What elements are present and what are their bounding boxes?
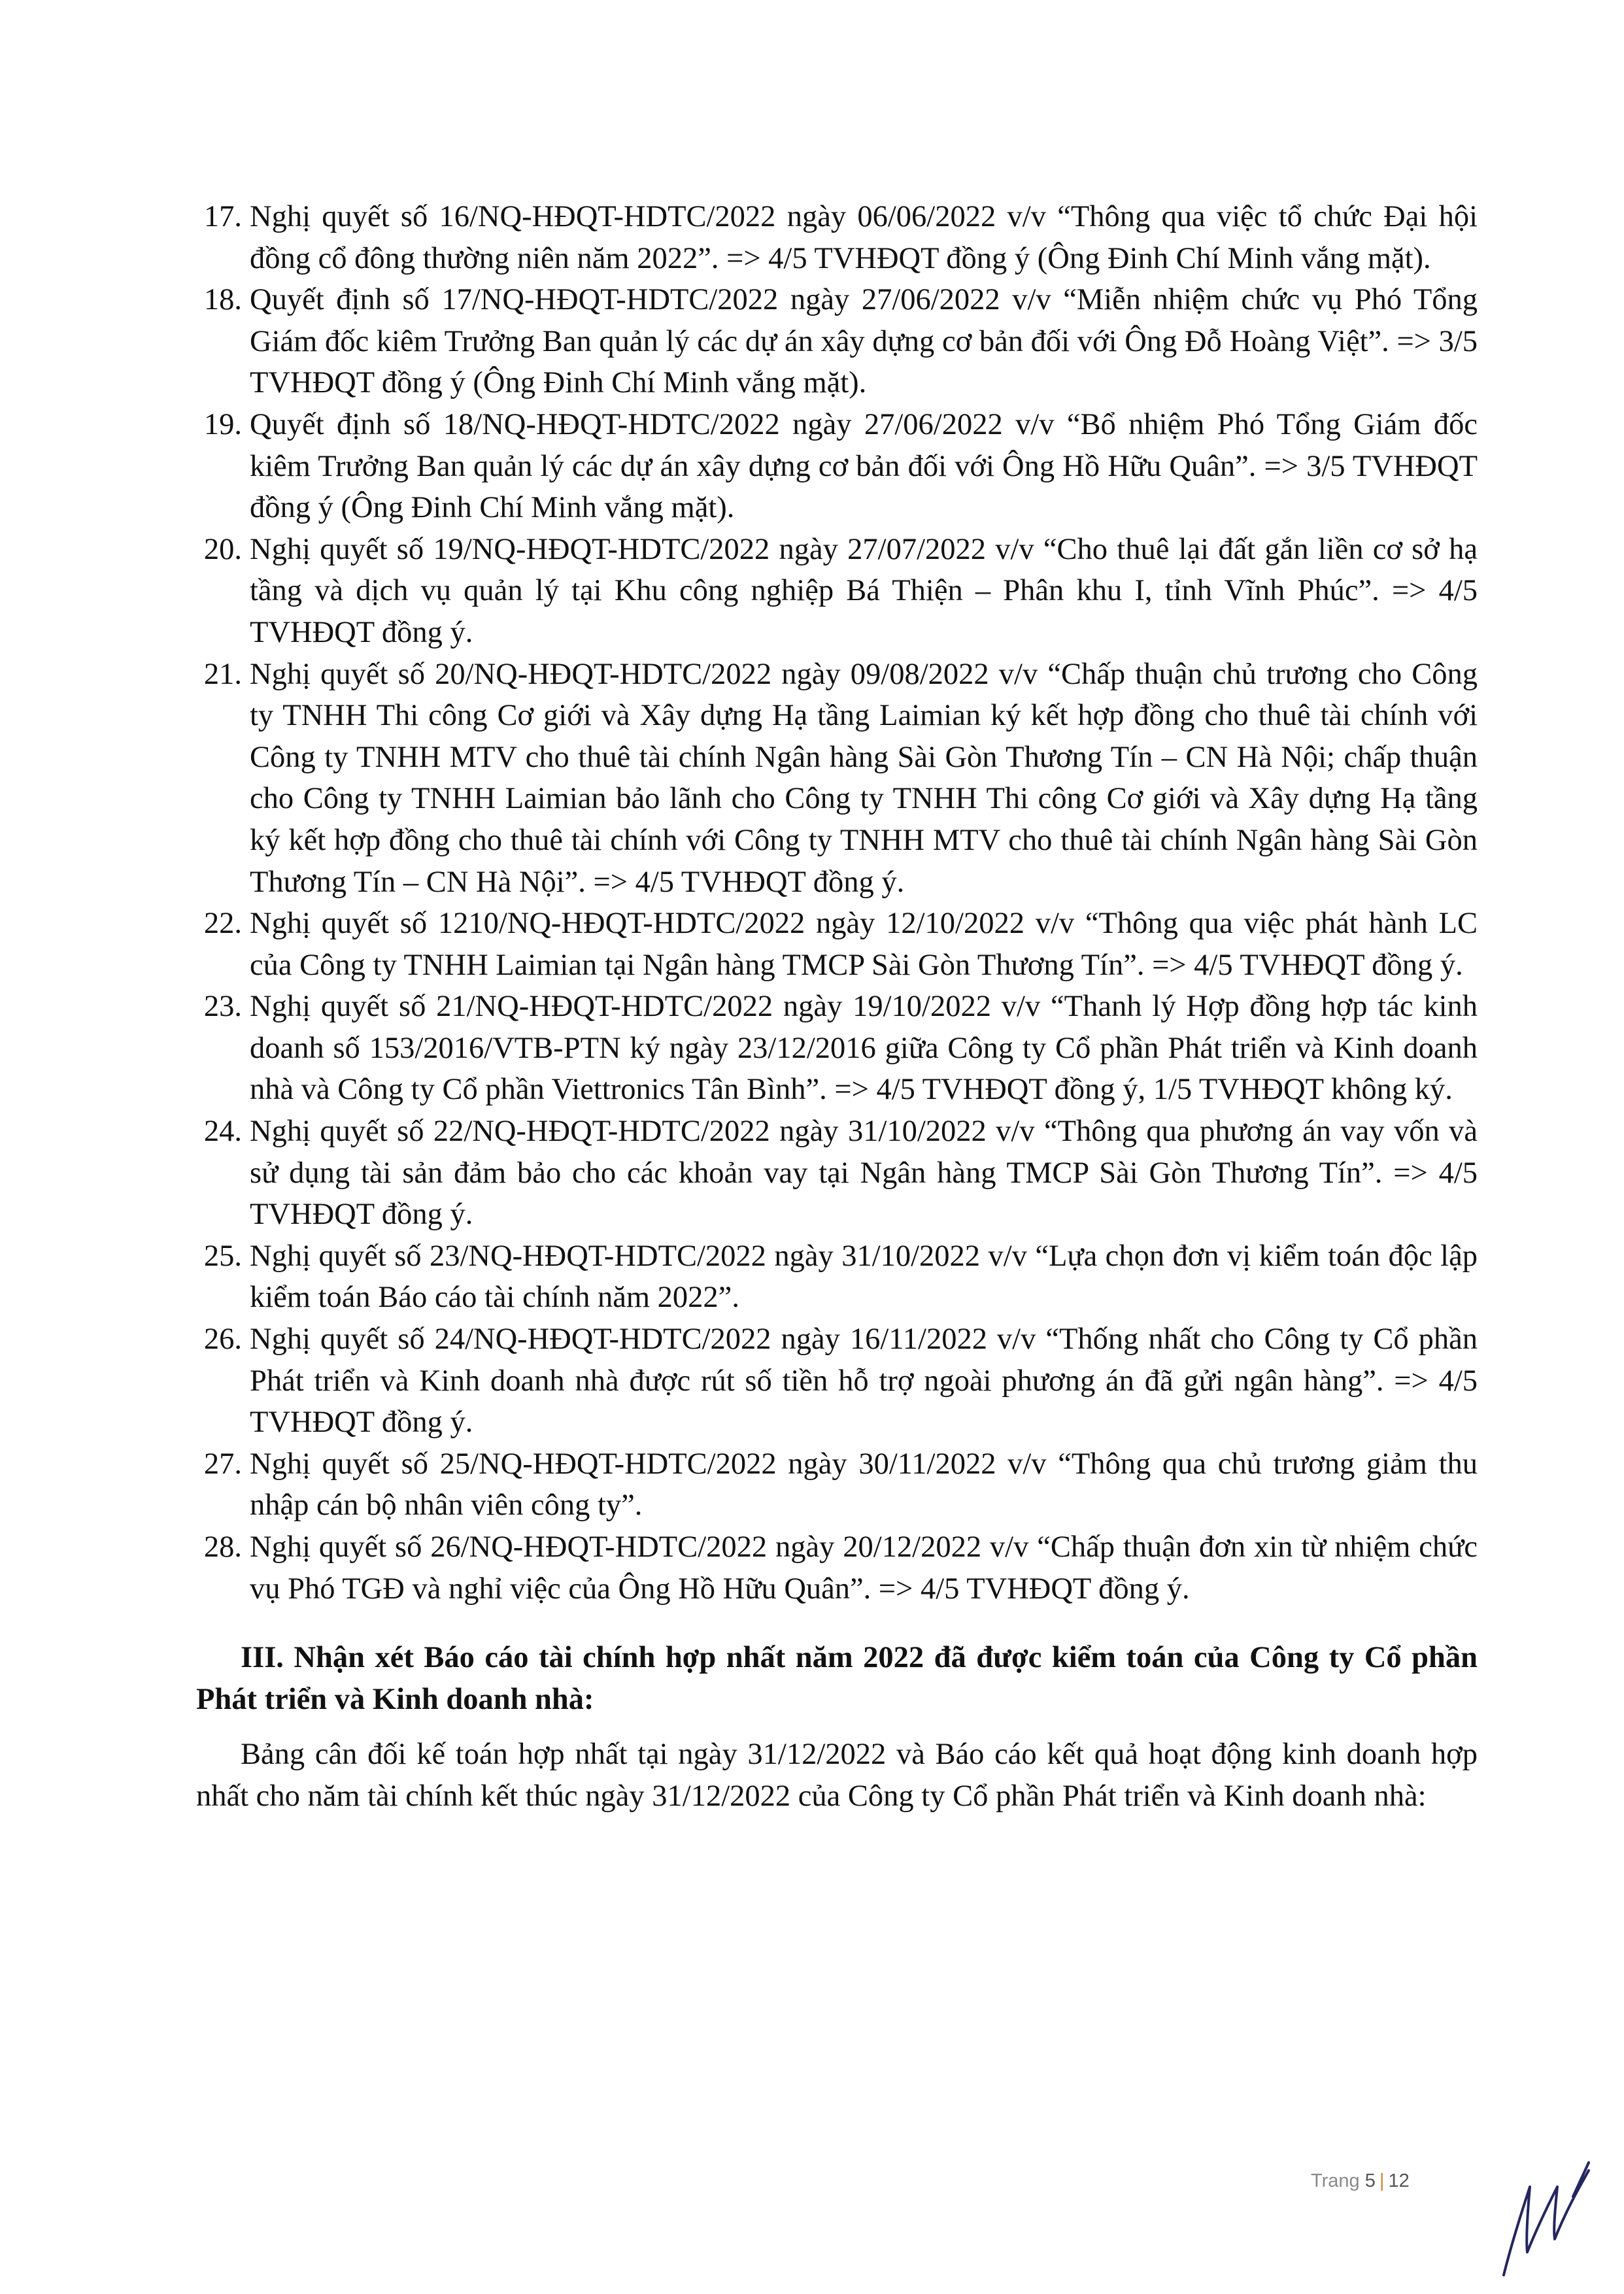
item-text: Nghị quyết số 22/NQ-HĐQT-HDTC/2022 ngày 31/10/2022 v/v “Thông qua phương án vay vốn và sử dụng tài sản đảm bảo cho các khoản vay tại Ngân hàng TMCP Sài Gòn Thương Tín”. => 4/5 TVHĐQT đồng ý. <box>250 1115 1478 1232</box>
item-number: 22. <box>203 907 242 941</box>
item-text: Nghị quyết số 23/NQ-HĐQT-HDTC/2022 ngày 31/10/2022 v/v “Lựa chọn đơn vị kiểm toán độc lập kiểm toán Báo cáo tài chính năm 2022”. <box>250 1239 1478 1315</box>
handwritten-signature <box>1484 2125 1602 2288</box>
page-number: 5 <box>1364 2170 1376 2191</box>
footer-separator: | <box>1379 2170 1385 2191</box>
item-text: Nghị quyết số 19/NQ-HĐQT-HDTC/2022 ngày 27/07/2022 v/v “Cho thuê lại đất gắn liền cơ sở hạ tầng và dịch vụ quản lý tại Khu công nghiệp Bá Thiện – Phân khu I, tỉnh Vĩnh Phúc”. => 4/5 TVHĐQT đồng ý. <box>250 532 1478 649</box>
item-number: 28. <box>203 1530 242 1564</box>
list-item-23 <box>196 986 1478 1111</box>
list-item-24 <box>196 1111 1478 1236</box>
list-item-26 <box>196 1319 1478 1443</box>
list-item-20 <box>196 529 1478 654</box>
list-item-28 <box>196 1527 1478 1610</box>
item-number: 25. <box>203 1239 242 1273</box>
list-item-27 <box>196 1443 1478 1527</box>
item-text: Nghị quyết số 1210/NQ-HĐQT-HDTC/2022 ngày 12/10/2022 v/v “Thông qua việc phát hành LC của Công ty TNHH Laimian tại Ngân hàng TMCP Sài Gòn Thương Tín”. => 4/5 TVHĐQT đồng ý. <box>250 907 1478 982</box>
item-number: 23. <box>203 990 242 1024</box>
list-item-21 <box>196 654 1478 903</box>
page-footer <box>1311 2170 1410 2192</box>
page-total: 12 <box>1388 2170 1410 2191</box>
list-item-19 <box>196 404 1478 529</box>
list-item-22 <box>196 903 1478 986</box>
item-number: 19. <box>203 407 242 441</box>
item-number: 26. <box>203 1323 242 1357</box>
item-number: 24. <box>203 1115 242 1149</box>
item-number: 17. <box>203 200 242 233</box>
document-body <box>196 196 1478 1817</box>
item-number: 20. <box>203 532 242 566</box>
section-heading: III. Nhận xét Báo cáo tài chính hợp nhất năm 2022 đã được kiểm toán của Công ty Cổ phần Phát triển và Kinh doanh nhà: <box>196 1641 1478 1717</box>
item-number: 18. <box>203 283 242 317</box>
item-text: Nghị quyết số 26/NQ-HĐQT-HDTC/2022 ngày 20/12/2022 v/v “Chấp thuận đơn xin từ nhiệm chức vụ Phó TGĐ và nghỉ việc của Ông Hồ Hữu Quân”. => 4/5 TVHĐQT đồng ý. <box>250 1530 1478 1606</box>
list-item-25 <box>196 1236 1478 1319</box>
item-number: 27. <box>203 1447 242 1481</box>
item-text: Nghị quyết số 20/NQ-HĐQT-HDTC/2022 ngày 09/08/2022 v/v “Chấp thuận chủ trương cho Công ty TNHH Thi công Cơ giới và Xây dựng Hạ tầng Laimian ký kết hợp đồng cho thuê tài chính với Công ty TNHH MTV cho thuê tài chính Ngân hàng Sài Gòn Thương Tín – CN Hà Nội; chấp thuận cho Công ty TNHH Laimian bảo lãnh cho Công ty TNHH Thi công Cơ giới và Xây dựng Hạ tầng ký kết hợp đồng cho thuê tài chính với Công ty TNHH MTV cho thuê tài chính Ngân hàng Sài Gòn Thương Tín – CN Hà Nội”. => 4/5 TVHĐQT đồng ý. <box>250 657 1478 899</box>
item-text: Nghị quyết số 24/NQ-HĐQT-HDTC/2022 ngày 16/11/2022 v/v “Thống nhất cho Công ty Cổ phần Phát triển và Kinh doanh nhà được rút số tiền hỗ trợ ngoài phương án đã gửi ngân hàng”. => 4/5 TVHĐQT đồng ý. <box>250 1323 1478 1440</box>
list-item-18 <box>196 279 1478 404</box>
item-text: Quyết định số 17/NQ-HĐQT-HDTC/2022 ngày 27/06/2022 v/v “Miễn nhiệm chức vụ Phó Tổng Giám đốc kiêm Trưởng Ban quản lý các dự án xây dựng cơ bản đối với Ông Đỗ Hoàng Việt”. => 3/5 TVHĐQT đồng ý (Ông Đinh Chí Minh vắng mặt). <box>250 283 1478 400</box>
item-text: Nghị quyết số 25/NQ-HĐQT-HDTC/2022 ngày 30/11/2022 v/v “Thông qua chủ trương giảm thu nhập cán bộ nhân viên công ty”. <box>250 1447 1478 1523</box>
item-text: Nghị quyết số 16/NQ-HĐQT-HDTC/2022 ngày 06/06/2022 v/v “Thông qua việc tổ chức Đại hội đồng cổ đông thường niên năm 2022”. => 4/5 TVHĐQT đồng ý (Ông Đinh Chí Minh vắng mặt). <box>250 200 1478 275</box>
list-item-17 <box>196 196 1478 279</box>
item-text: Nghị quyết số 21/NQ-HĐQT-HDTC/2022 ngày 19/10/2022 v/v “Thanh lý Hợp đồng hợp tác kinh doanh số 153/2016/VTB-PTN ký ngày 23/12/2016 giữa Công ty Cổ phần Phát triển và Kinh doanh nhà và Công ty Cổ phần Viettronics Tân Bình”. => 4/5 TVHĐQT đồng ý, 1/5 TVHĐQT không ký. <box>250 990 1478 1107</box>
footer-label: Trang <box>1311 2170 1360 2191</box>
item-number: 21. <box>203 657 242 691</box>
item-text: Quyết định số 18/NQ-HĐQT-HDTC/2022 ngày 27/06/2022 v/v “Bổ nhiệm Phó Tổng Giám đốc kiêm Trưởng Ban quản lý các dự án xây dựng cơ bản đối với Ông Hồ Hữu Quân”. => 3/5 TVHĐQT đồng ý (Ông Đinh Chí Minh vắng mặt). <box>250 407 1478 525</box>
body-paragraph: Bảng cân đối kế toán hợp nhất tại ngày 31/12/2022 và Báo cáo kết quả hoạt động kinh doanh hợp nhất cho năm tài chính kết thúc ngày 31/12/2022 của Công ty Cổ phần Phát triển và Kinh doanh nhà: <box>196 1738 1478 1813</box>
